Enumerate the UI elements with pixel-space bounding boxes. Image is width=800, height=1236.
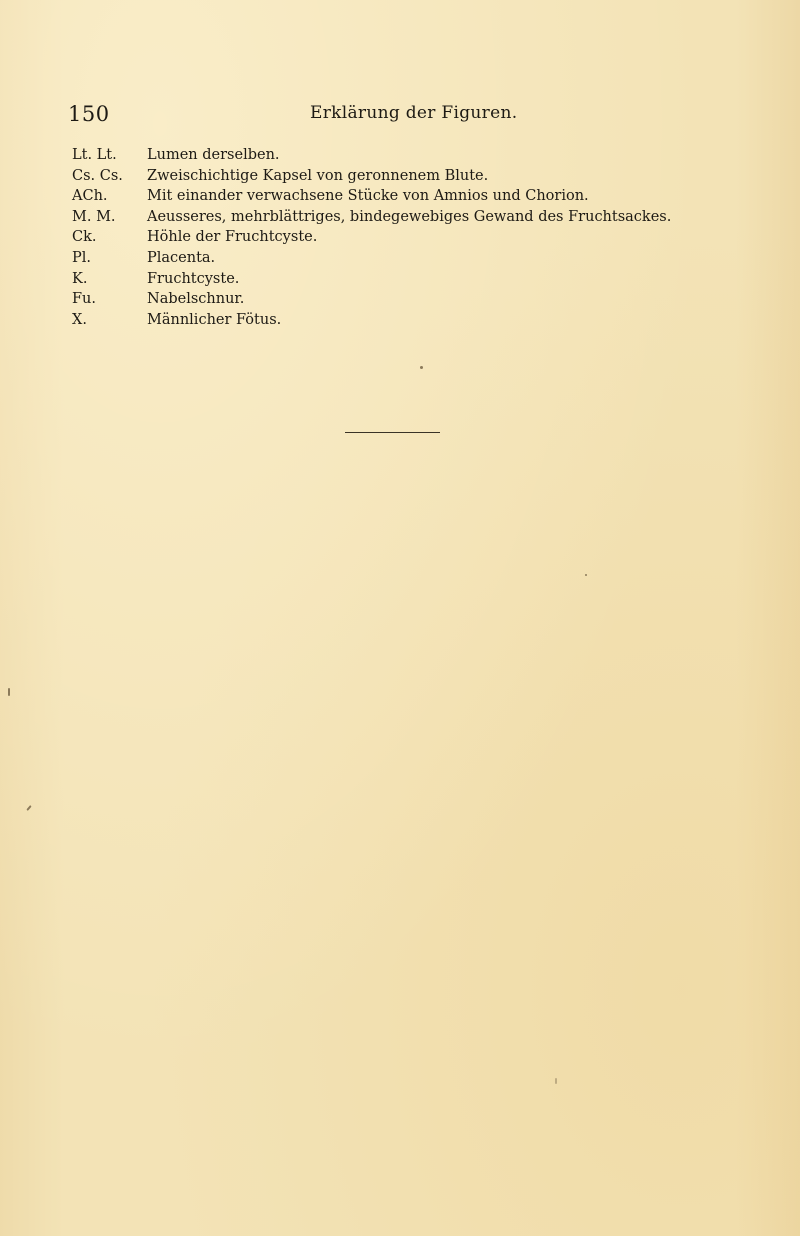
- paper-speck: [420, 366, 423, 369]
- legend-description: Männlicher Fötus.: [147, 311, 282, 328]
- legend-description: Zweischichtige Kapsel von geronnenem Blute.: [147, 167, 489, 184]
- legend-abbr: K.: [72, 270, 88, 287]
- paper-speck: [26, 805, 31, 811]
- legend-description: Mit einander verwachsene Stücke von Amnios und Chorion.: [147, 188, 589, 205]
- running-head: Erklärung der Figuren.: [310, 103, 518, 123]
- legend-row: [72, 166, 671, 187]
- legend-row: [72, 186, 671, 207]
- legend-description: Nabelschnur.: [147, 291, 245, 308]
- legend-description: Fruchtcyste.: [147, 270, 240, 287]
- legend-row: [72, 207, 671, 228]
- legend-description: Placenta.: [147, 249, 216, 266]
- figure-legend: [72, 145, 671, 330]
- legend-row: [72, 269, 671, 290]
- legend-description: Lumen derselben.: [147, 147, 280, 163]
- legend-abbr: ACh.: [72, 188, 108, 205]
- legend-row: [72, 145, 671, 166]
- legend-abbr: Pl.: [72, 249, 92, 266]
- paper-speck: [555, 1078, 557, 1084]
- end-rule: [345, 432, 440, 433]
- legend-row: [72, 289, 671, 310]
- legend-row: [72, 227, 671, 248]
- legend-abbr: Ck.: [72, 229, 97, 246]
- legend-abbr: M. M.: [72, 208, 116, 225]
- legend-abbr: Fu.: [72, 291, 97, 308]
- legend-row: [72, 248, 671, 269]
- paper-speck: [585, 574, 587, 576]
- legend-row: [72, 310, 671, 331]
- legend-abbr: Cs. Cs.: [72, 167, 123, 184]
- legend-abbr: Lt. Lt.: [72, 147, 117, 163]
- legend-description: Aeusseres, mehrblättriges, bindegewebiges Gewand des Fruchtsackes.: [147, 208, 672, 225]
- legend-abbr: X.: [72, 311, 87, 328]
- page-number: 150: [68, 102, 110, 126]
- paper-speck: [8, 688, 10, 696]
- legend-description: Höhle der Fruchtcyste.: [147, 229, 318, 246]
